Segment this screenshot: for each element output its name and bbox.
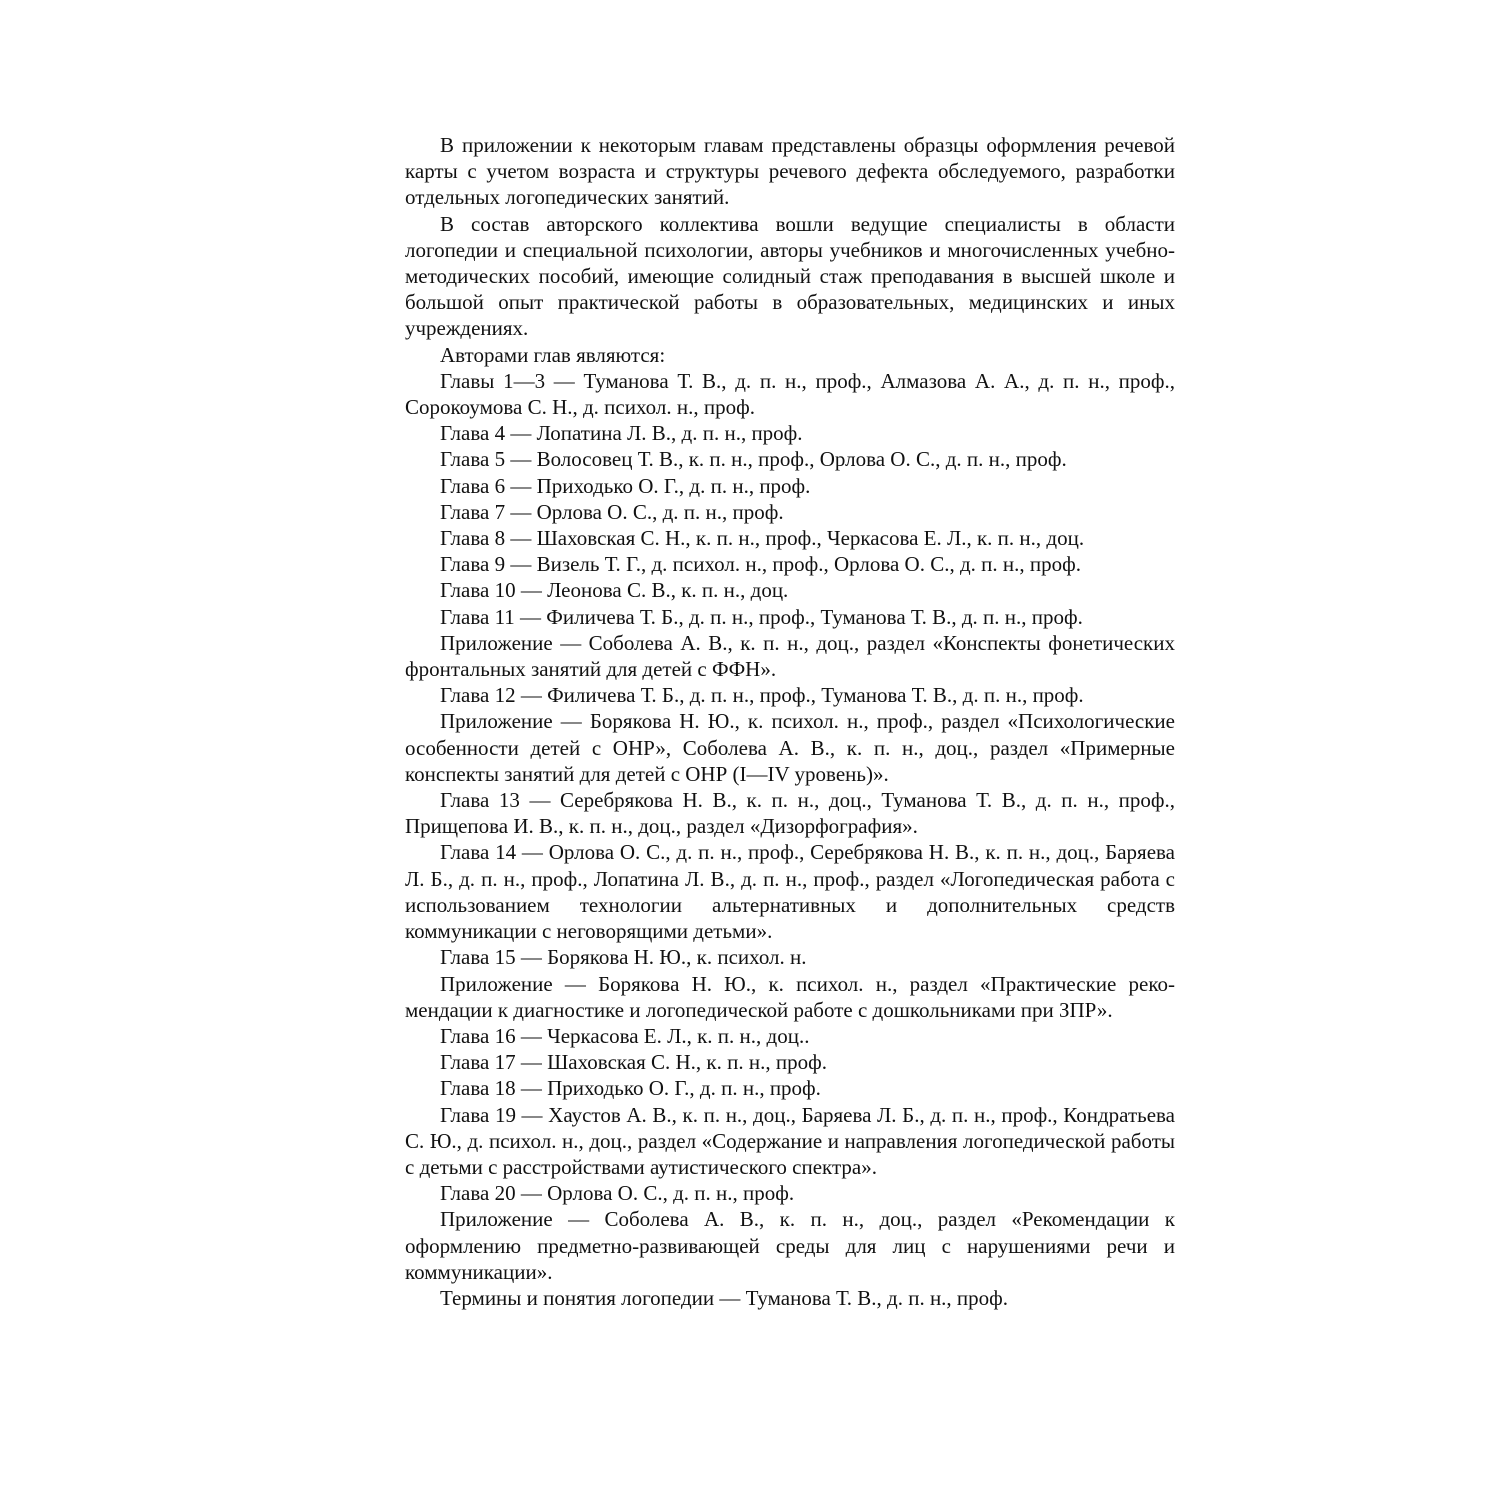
intro-paragraph-appendix: В приложении к некоторым главам представлены образцы оформления речевой карты с учетом возраста и структуры речевого дефекта обследуемого, разработки отдельных логопедических занятий.	[405, 133, 1175, 210]
author-entry-chapter-14: Глава 14 — Орлова О. С., д. п. н., проф., Серебрякова Н. В., к. п. н., доц., Баряева Л. Б., д. п. н., проф., Лопатина Л. В., д. п. н., проф., раздел «Логопедическая работа с использованием технологии альтернативных и дополнительных средств коммуникации с неговорящими детьми».	[405, 840, 1175, 944]
author-entry-chapter-9: Глава 9 — Визель Т. Г., д. психол. н., проф., Орлова О. С., д. п. н., проф.	[440, 552, 1081, 577]
intro-paragraph-authors-team: В состав авторского коллектива вошли ведущие специалисты в области логопедии и специальной психологии, авторы учебников и многочисленных учебно-методических пособий, имеющие солидный стаж преподавания в высшей школе и большой опыт практической работы в образовательных, медицинских и иных учреждениях.	[405, 211, 1175, 341]
author-entry-chapter-4: Глава 4 — Лопатина Л. В., д. п. н., проф.	[440, 421, 803, 446]
author-entry-chapters-1-3: Главы 1—3 — Туманова Т. В., д. п. н., проф., Алмазова А. А., д. п. н., проф., Сорокоумова С. Н., д. психол. н., проф.	[405, 368, 1175, 420]
author-entry-chapter-6: Глава 6 — Приходько О. Г., д. п. н., проф.	[440, 473, 811, 498]
author-entry-chapter-19: Глава 19 — Хаустов А. В., к. п. н., доц., Баряева Л. Б., д. п. н., проф., Кондратьева С. Ю., д. психол. н., доц., раздел «Содержание и направления логопедической работы с детьми с расстройствами аутистического спектра».	[405, 1102, 1175, 1179]
author-entry-appendix-12: Приложение — Борякова Н. Ю., к. психол. н., проф., раздел «Психологические особенности детей с ОНР», Соболева А. В., к. п. н., доц., раздел «Примерные конспекты занятий для детей с ОНР (I—IV уровень)».	[405, 709, 1175, 786]
author-entry-chapter-5: Глава 5 — Волосовец Т. В., к. п. н., проф., Орлова О. С., д. п. н., проф.	[440, 447, 1067, 472]
author-entry-chapter-15: Глава 15 — Борякова Н. Ю., к. психол. н.	[440, 945, 807, 970]
authors-heading: Авторами глав являются:	[440, 342, 666, 367]
author-entry-chapter-16: Глава 16 — Черкасова Е. Л., к. п. н., доц..	[440, 1023, 810, 1048]
author-entry-chapter-12: Глава 12 — Филичева Т. Б., д. п. н., проф., Туманова Т. В., д. п. н., проф.	[440, 683, 1084, 708]
page-body	[405, 132, 1175, 1311]
author-entry-appendix-20: Приложение — Соболева А. В., к. п. н., доц., раздел «Рекомендации к оформлению предметно-развивающей среды для лиц с нарушениями речи и коммуникации».	[405, 1207, 1175, 1284]
author-entry-chapter-20: Глава 20 — Орлова О. С., д. п. н., проф.	[440, 1181, 795, 1206]
author-entry-chapter-8: Глава 8 — Шаховская С. Н., к. п. н., проф., Черкасова Е. Л., к. п. н., доц.	[440, 526, 1085, 551]
author-entry-chapter-18: Глава 18 — Приходько О. Г., д. п. н., проф.	[440, 1076, 821, 1101]
author-entry-chapter-17: Глава 17 — Шаховская С. Н., к. п. н., проф.	[440, 1050, 827, 1075]
author-entry-appendix-11: Приложение — Соболева А. В., к. п. н., доц., раздел «Конспекты фонетических фронтальных занятий для детей с ФФН».	[405, 630, 1175, 682]
author-entry-appendix-15: Приложение — Борякова Н. Ю., к. психол. н., раздел «Практические рекомендации к диагностике и логопедической работе с дошкольниками при ЗПР».	[405, 971, 1175, 1022]
author-entry-terms: Термины и понятия логопедии — Туманова Т. В., д. п. н., проф.	[440, 1285, 1009, 1310]
author-entry-chapter-7: Глава 7 — Орлова О. С., д. п. н., проф.	[440, 499, 784, 524]
author-entry-chapter-11: Глава 11 — Филичева Т. Б., д. п. н., проф., Туманова Т. В., д. п. н., проф.	[440, 604, 1083, 629]
author-entry-chapter-13: Глава 13 — Серебрякова Н. В., к. п. н., доц., Туманова Т. В., д. п. н., проф., Прищепова И. В., к. п. н., доц., раздел «Дизорфография».	[405, 788, 1175, 839]
author-entry-chapter-10: Глава 10 — Леонова С. В., к. п. н., доц.	[440, 578, 789, 603]
